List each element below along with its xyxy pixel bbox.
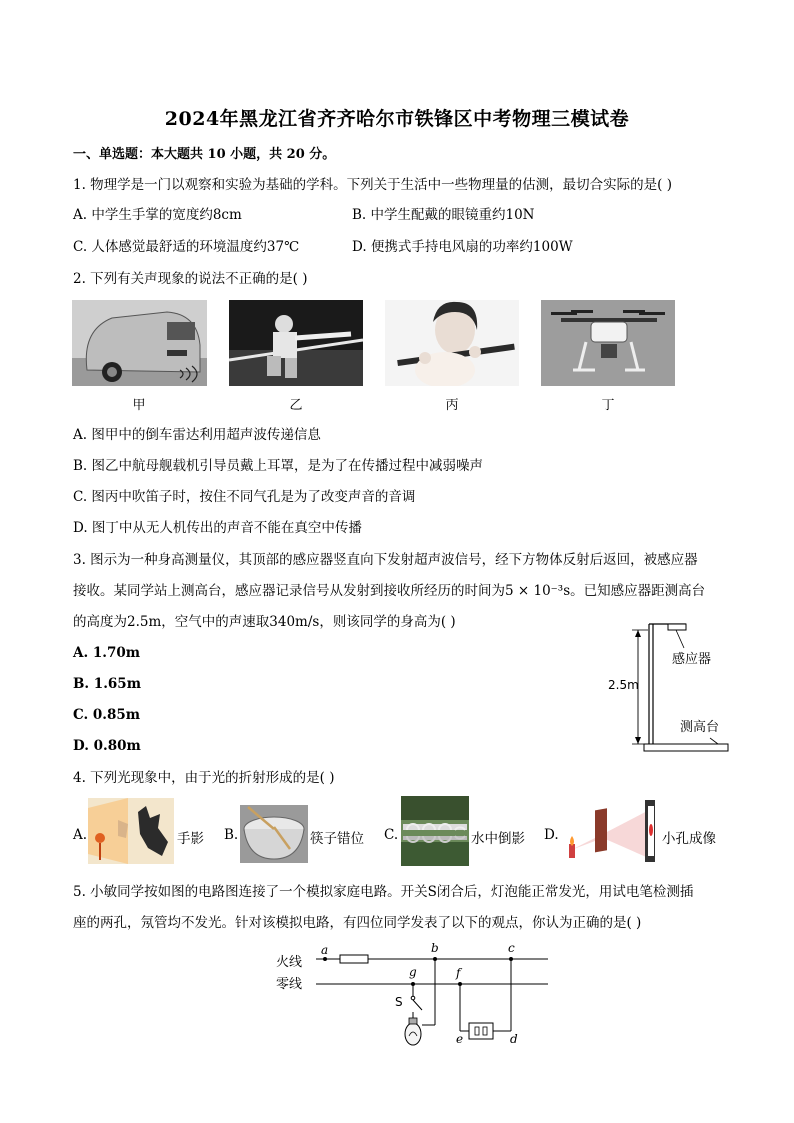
car-radar-image	[72, 300, 207, 386]
q4-option-b-letter: B.	[224, 827, 239, 843]
q1-option-d: D. 便携式手持电风扇的功率约100W	[352, 239, 573, 255]
hand-shadow-image	[88, 798, 174, 864]
q4-option-b-text: 筷子错位	[310, 831, 364, 847]
node-g-label: g	[409, 965, 417, 979]
page-title: 2024年黑龙江省齐齐哈尔市铁锋区中考物理三模试卷	[164, 108, 630, 130]
node-d-label: d	[510, 1032, 518, 1046]
aircraft-director-image	[229, 300, 363, 386]
neutral-wire-label: 零线	[276, 977, 303, 992]
live-wire-label: 火线	[276, 955, 303, 970]
q4-stem: 4. 下列光现象中，由于光的折射形成的是( )	[73, 770, 335, 786]
q1-option-b: B. 中学生配戴的眼镜重约10N	[352, 207, 535, 223]
q2-option-d: D. 图丁中从无人机传出的声音不能在真空中传播	[73, 520, 362, 536]
q2-option-c: C. 图丙中吹笛子时，按住不同气孔是为了改变声音的音调	[73, 489, 416, 505]
q2-option-a: A. 图甲中的倒车雷达利用超声波传递信息	[73, 427, 321, 443]
q5-line1: 5. 小敏同学按如图的电路图连接了一个模拟家庭电路。开关S闭合后，灯泡能正常发光，用试电笔检测插	[73, 884, 694, 900]
switch-s-label: S	[395, 995, 403, 1009]
caption-ding: 丁	[601, 398, 615, 413]
caption-jia: 甲	[132, 398, 146, 413]
chopstick-bowl-image	[240, 805, 308, 863]
q2-stem: 2. 下列有关声现象的说法不正确的是( )	[73, 271, 308, 287]
q3-line2: 接收。某同学站上测高台，感应器记录信号从发射到接收所经历的时间为5 × 10⁻³s。已知感应器距测高台	[73, 583, 706, 599]
caption-bing: 丙	[445, 398, 459, 413]
q4-option-c-letter: C.	[384, 827, 399, 843]
q4-option-c-text: 水中倒影	[471, 831, 525, 847]
node-e-label: e	[456, 1032, 464, 1046]
sensor-label: 感应器	[672, 652, 712, 667]
q3-option-d: D. 0.80m	[73, 738, 141, 754]
height-label: 2.5m	[608, 678, 639, 692]
pinhole-camera-image	[563, 798, 661, 864]
q4-option-d-text: 小孔成像	[662, 831, 716, 847]
q4-option-a-letter: A.	[73, 827, 88, 843]
node-a-label: a	[321, 943, 329, 957]
q2-option-b: B. 图乙中航母舰载机引导员戴上耳罩，是为了在传播过程中减弱噪声	[73, 458, 484, 474]
q1-stem: 1. 物理学是一门以观察和实验为基础的学科。下列关于生活中一些物理量的估测，最切合实际的是( )	[73, 177, 672, 193]
q3-option-a: A. 1.70m	[73, 645, 141, 661]
q3-option-c: C. 0.85m	[73, 707, 141, 723]
q4-option-d-letter: D.	[544, 827, 559, 843]
q1-option-c: C. 人体感觉最舒适的环境温度约37℃	[73, 239, 300, 255]
platform-label: 测高台	[680, 720, 720, 735]
node-f-label: f	[456, 966, 461, 980]
caption-yi: 乙	[289, 398, 303, 413]
q1-option-a: A. 中学生手掌的宽度约8cm	[73, 207, 242, 223]
section-heading: 一、单选题：本大题共 10 小题，共 20 分。	[73, 147, 336, 162]
q3-line1: 3. 图示为一种身高测量仪，其顶部的感应器竖直向下发射超声波信号，经下方物体反射后返回，被感应器	[73, 552, 698, 568]
bridge-reflection-image	[401, 796, 469, 866]
node-b-label: b	[431, 941, 439, 955]
q5-line2: 座的两孔，氖管均不发光。针对该模拟电路，有四位同学发表了以下的观点，你认为正确的是( )	[73, 915, 642, 931]
flute-player-image	[385, 300, 519, 386]
node-c-label: c	[508, 941, 515, 955]
q3-line3: 的高度为2.5m，空气中的声速取340m/s，则该同学的身高为( )	[73, 614, 456, 630]
q4-option-a-text: 手影	[177, 831, 204, 847]
q3-option-b: B. 1.65m	[73, 676, 141, 692]
drone-image	[541, 300, 675, 386]
